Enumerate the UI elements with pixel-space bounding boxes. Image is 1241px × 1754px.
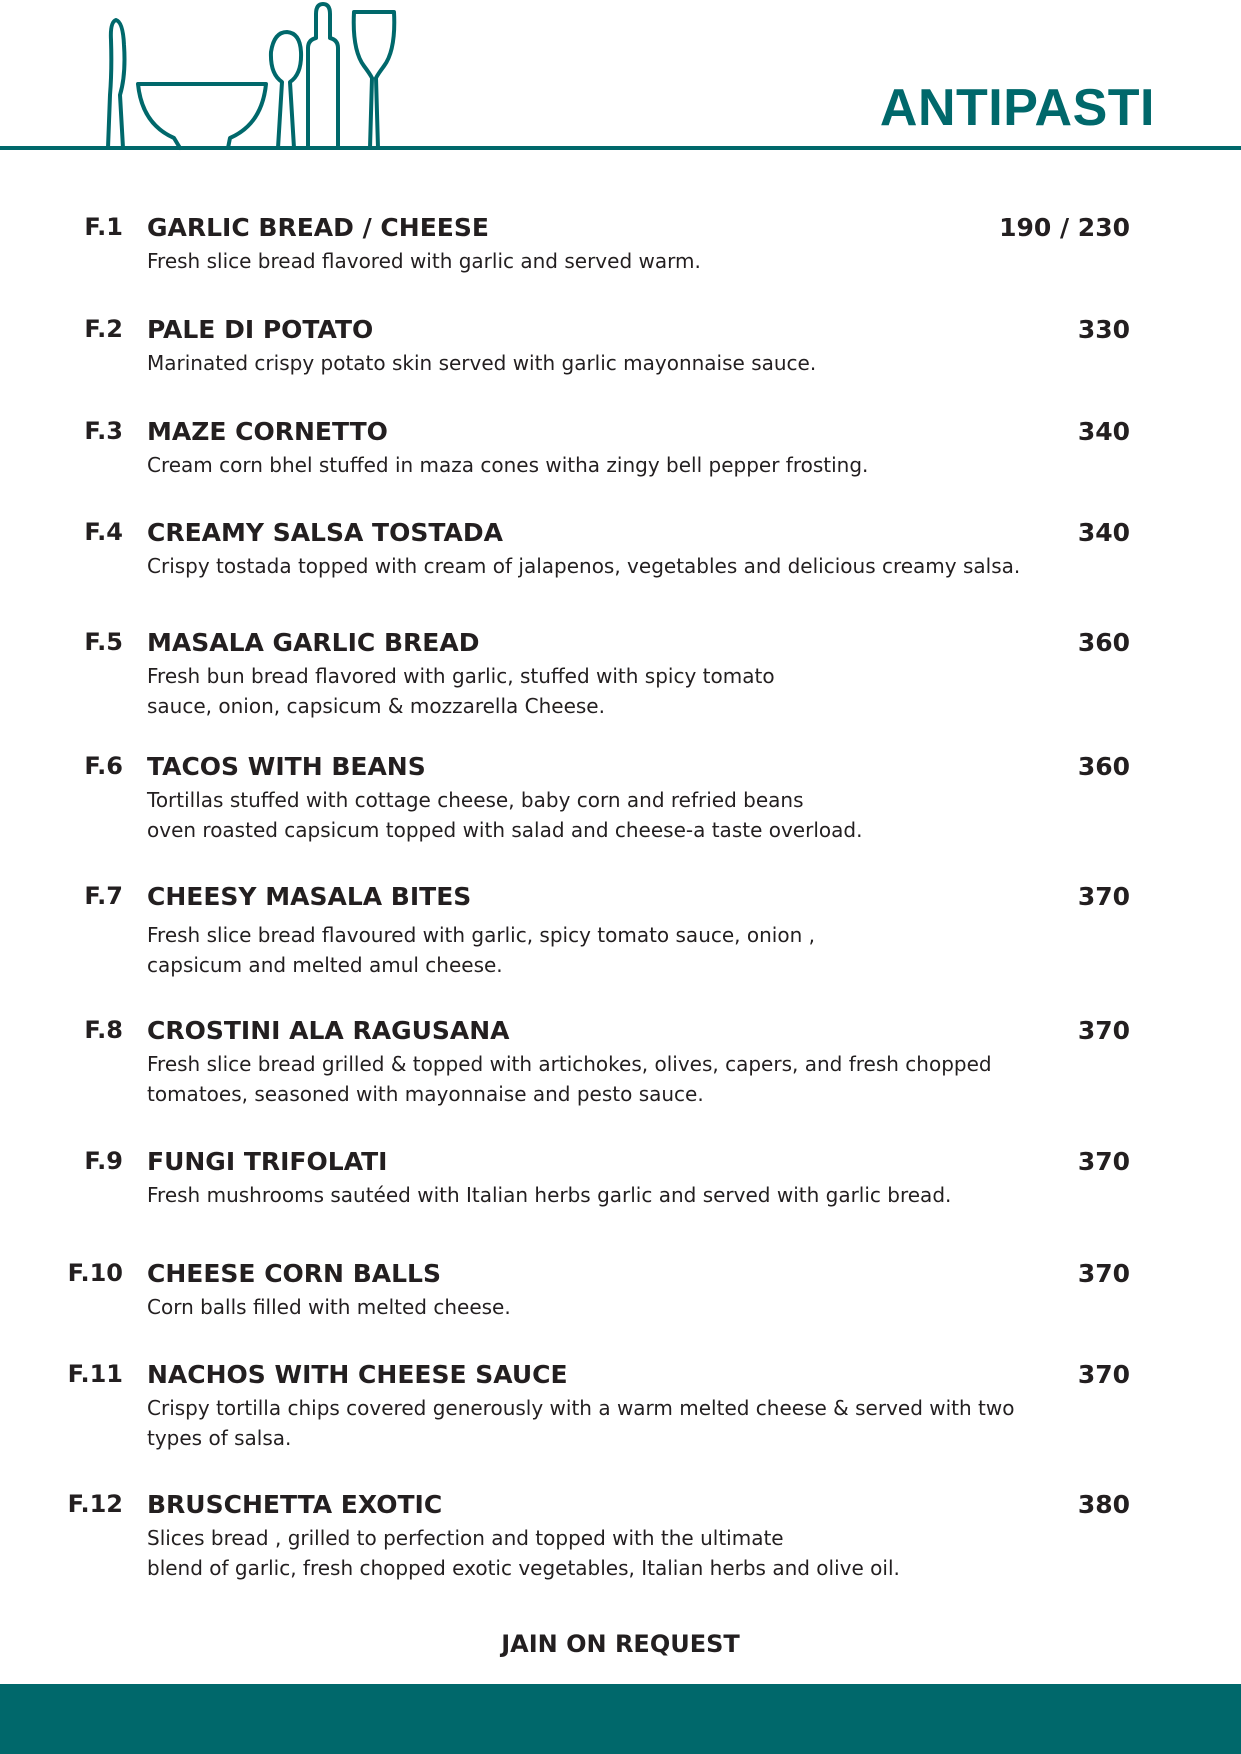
item-name: BRUSCHETTA EXOTIC [147, 1490, 443, 1519]
item-description [147, 1292, 511, 1322]
menu-header [0, 0, 1241, 152]
item-code: F.10 [67, 1259, 123, 1287]
item-description-line: Fresh mushrooms sautéed with Italian herbs garlic and served with garlic bread. [147, 1183, 952, 1207]
item-description-line: Fresh slice bread flavored with garlic and served warm. [147, 249, 701, 273]
knife-icon [108, 20, 125, 148]
item-price: 370 [1077, 1147, 1130, 1176]
bowl-icon [138, 84, 266, 148]
spoon-icon [271, 32, 301, 148]
item-name: MAZE CORNETTO [147, 417, 388, 446]
item-code: F.7 [84, 882, 123, 910]
item-name: CHEESY MASALA BITES [147, 882, 472, 911]
item-price: 190 / 230 [999, 213, 1130, 242]
item-code: F.9 [84, 1147, 123, 1175]
item-description-line: capsicum and melted amul cheese. [147, 953, 503, 977]
item-description-line: Fresh slice bread flavoured with garlic, spicy tomato sauce, onion , [147, 923, 815, 947]
item-code: F.5 [84, 628, 123, 656]
item-name: CREAMY SALSA TOSTADA [147, 518, 503, 547]
item-description [147, 450, 868, 480]
item-description-line: types of salsa. [147, 1426, 292, 1450]
item-description-line: Crispy tostada topped with cream of jalapenos, vegetables and delicious creamy salsa. [147, 554, 1021, 578]
jain-note: JAIN ON REQUEST [501, 1630, 740, 1658]
item-description [147, 785, 862, 845]
item-description-line: Crispy tortilla chips covered generously with a warm melted cheese & served with two [147, 1396, 1015, 1420]
item-price: 370 [1077, 1016, 1130, 1045]
item-name: NACHOS WITH CHEESE SAUCE [147, 1360, 568, 1389]
item-description-line: Marinated crispy potato skin served with garlic mayonnaise sauce. [147, 351, 817, 375]
item-description-line: Fresh slice bread grilled & topped with artichokes, olives, capers, and fresh chopped [147, 1052, 992, 1076]
item-name: TACOS WITH BEANS [147, 752, 426, 781]
item-description-line: tomatoes, seasoned with mayonnaise and pesto sauce. [147, 1082, 704, 1106]
section-title: ANTIPASTI [879, 79, 1155, 137]
item-description [147, 1523, 900, 1583]
item-price: 370 [1077, 882, 1130, 911]
item-price: 360 [1077, 752, 1130, 781]
item-price: 330 [1077, 315, 1130, 344]
item-code: F.11 [67, 1360, 123, 1388]
item-description [147, 920, 815, 980]
item-description [147, 1049, 992, 1109]
item-name: FUNGI TRIFOLATI [147, 1147, 388, 1176]
item-description-line: Corn balls filled with melted cheese. [147, 1295, 511, 1319]
item-price: 380 [1077, 1490, 1130, 1519]
item-price: 340 [1077, 417, 1130, 446]
item-code: F.2 [84, 315, 123, 343]
item-name: CHEESE CORN BALLS [147, 1259, 441, 1288]
item-code: F.8 [84, 1016, 123, 1044]
item-description [147, 661, 775, 721]
item-name: PALE DI POTATO [147, 315, 374, 344]
item-price: 370 [1077, 1360, 1130, 1389]
wine-glass-icon [354, 12, 395, 148]
rolling-pin-icon [308, 4, 338, 148]
item-description [147, 348, 816, 378]
item-description [147, 246, 701, 276]
item-code: F.1 [84, 213, 123, 241]
item-description-line: oven roasted capsicum topped with salad and cheese-a taste overload. [147, 818, 863, 842]
item-description-line: Cream corn bhel stuffed in maza cones witha zingy bell pepper frosting. [147, 453, 869, 477]
item-description-line: blend of garlic, fresh chopped exotic vegetables, Italian herbs and olive oil. [147, 1556, 900, 1580]
item-price: 360 [1077, 628, 1130, 657]
item-name: GARLIC BREAD / CHEESE [147, 213, 489, 242]
item-name: MASALA GARLIC BREAD [147, 628, 480, 657]
item-code: F.4 [84, 518, 123, 546]
footer-bar [0, 1684, 1241, 1754]
item-code: F.6 [84, 752, 123, 780]
item-code: F.3 [84, 417, 123, 445]
item-description-line: Tortillas stuffed with cottage cheese, baby corn and refried beans [147, 788, 804, 812]
item-description [147, 1393, 1015, 1453]
item-description-line: Fresh bun bread flavored with garlic, stuffed with spicy tomato [147, 664, 775, 688]
item-name: CROSTINI ALA RAGUSANA [147, 1016, 510, 1045]
item-description [147, 1180, 951, 1210]
item-price: 370 [1077, 1259, 1130, 1288]
item-description-line: sauce, onion, capsicum & mozzarella Cheese. [147, 694, 605, 718]
item-description [147, 551, 1020, 581]
item-price: 340 [1077, 518, 1130, 547]
item-description-line: Slices bread , grilled to perfection and topped with the ultimate [147, 1526, 784, 1550]
item-code: F.12 [67, 1490, 123, 1518]
